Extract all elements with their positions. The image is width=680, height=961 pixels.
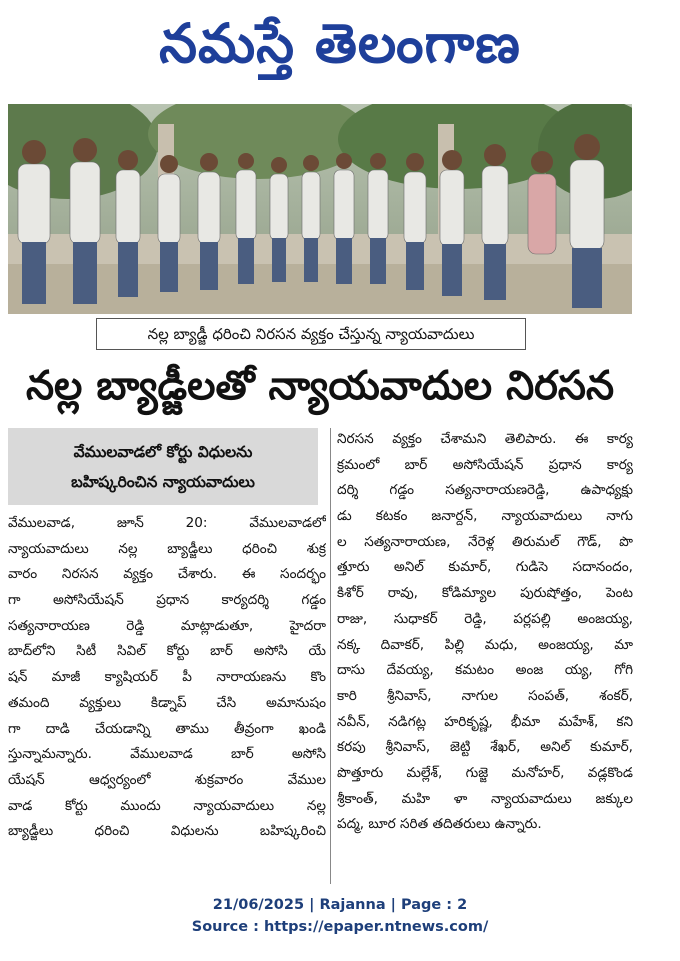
body-line: వేములవాడ, జూన్ 20: వేములవాడలో — [8, 515, 326, 531]
body-line: ల సత్యనారాయణ, నేరెళ్ల తిరుమల్ గౌడ్, పొ — [337, 533, 633, 550]
article-body-right-column — [337, 427, 633, 838]
body-line: స్తున్నామన్నారు. వేములవాడ బార్ అసోసి — [8, 746, 326, 763]
body-line: క్రమంలో బార్ అసోసియేషన్ ప్రధాన కార్య — [337, 456, 633, 473]
body-line: నిరసన వ్యక్తం చేశామని తెలిపారు. ఈ కార్య — [337, 431, 633, 447]
body-line: తమంది వ్యక్తులు కిడ్నాప్ చేసి అమానుషం — [8, 694, 326, 711]
article-subheadline — [8, 428, 318, 505]
subheadline-line: బహిష్కరించిన న్యాయవాదులు — [71, 472, 255, 491]
news-photo — [8, 104, 632, 314]
newspaper-title: నమస్తే తెలంగాణ — [159, 12, 521, 75]
body-line: వాడ కోర్టు ముందు న్యాయవాదులు నల్ల — [8, 797, 326, 814]
body-line: శ్రీకాంత్, మహి ళా న్యాయవాదులు జక్కుల — [337, 790, 633, 807]
body-line: యేషన్ ఆధ్వర్యంలో శుక్రవారం వేముల — [8, 771, 326, 788]
masthead — [0, 0, 680, 92]
body-line: డు కటకం జనార్దన్, న్యాయవాదులు నాగు — [337, 508, 633, 525]
subheadline-line: వేములవాడలో కోర్టు విధులను — [73, 442, 253, 461]
body-line: నవీన్, నడిగట్ల హరికృష్ణ, భీమా మహేశ్, కని — [337, 713, 633, 730]
edition-info: 21/06/2025 | Rajanna | Page : 2 — [212, 897, 468, 913]
body-line: కిశోర్ రావు, కోడిమ్యాల పురుషోత్తం, పెంట — [337, 585, 633, 602]
photo-caption: నల్ల బ్యాడ్జీ ధరించి నిరసన వ్యక్తం చేస్తున్న న్యాయవాదులు — [96, 318, 526, 350]
body-line: గా అసోసియేషన్ ప్రధాన కార్యదర్శి గడ్డం — [8, 592, 326, 609]
article-body-left-column — [8, 511, 326, 845]
body-line: త్తూరు అనిల్ కుమార్, గుడిసె సదానందం, — [337, 559, 633, 576]
group-photo-illustration — [8, 104, 632, 314]
body-line: సత్యనారాయణ రెడ్డి మాట్లాడుతూ, హైదరా — [8, 617, 326, 634]
article-headline: నల్ల బ్యాడ్జీలతో న్యాయవాదుల నిరసన — [25, 363, 615, 409]
body-line: కరపు శ్రీనివాస్, జెట్టి శేఖర్, అనిల్ కుమార్, — [337, 739, 633, 756]
body-line: షన్ మాజీ క్యాషియర్ పీ నారాయణను కొం — [8, 669, 326, 686]
body-line: దర్శి గడ్డం సత్యనారాయణరెడ్డి, ఉపాధ్యక్షు — [337, 482, 633, 499]
body-line: రాజు, సుధాకర్ రెడ్డి, పర్లపల్లి అంజయ్య, — [337, 610, 633, 627]
source-link[interactable]: Source : https://epaper.ntnews.com/ — [191, 919, 489, 935]
body-line: పొత్తూరు మల్లేశ్, గుజ్జె మనోహర్, వడ్లకొండ — [337, 764, 633, 781]
body-line: దాసు దేవయ్య, కమటం అంజ య్య, గోగి — [337, 662, 633, 679]
body-line: గా దాడి చేయడాన్ని తాము తీవ్రంగా ఖండి — [8, 720, 326, 737]
column-divider — [330, 428, 331, 884]
body-line: బాద్‌లోని సిటీ సివిల్ కోర్టు బార్ అసోసి యే — [8, 643, 326, 660]
body-line: న్యాయవాదులు నల్ల బ్యాడ్జీలు ధరించి శుక్ర — [8, 540, 326, 557]
body-line: వారం నిరసన వ్యక్తం చేశారు. ఈ సందర్భం — [8, 566, 326, 583]
body-line: పద్మ, బూర సరిత తదితరులు ఉన్నారు. — [337, 816, 542, 833]
body-line: బ్యాడ్జీలు ధరించి విధులను బహిష్కరించి — [8, 823, 326, 840]
body-line: కారి శ్రీనివాస్, నాగుల సంపత్, శంకర్, — [337, 687, 633, 704]
body-line: నక్క దివాకర్, పిల్లి మధు, అంజయ్య, మా — [337, 636, 633, 653]
